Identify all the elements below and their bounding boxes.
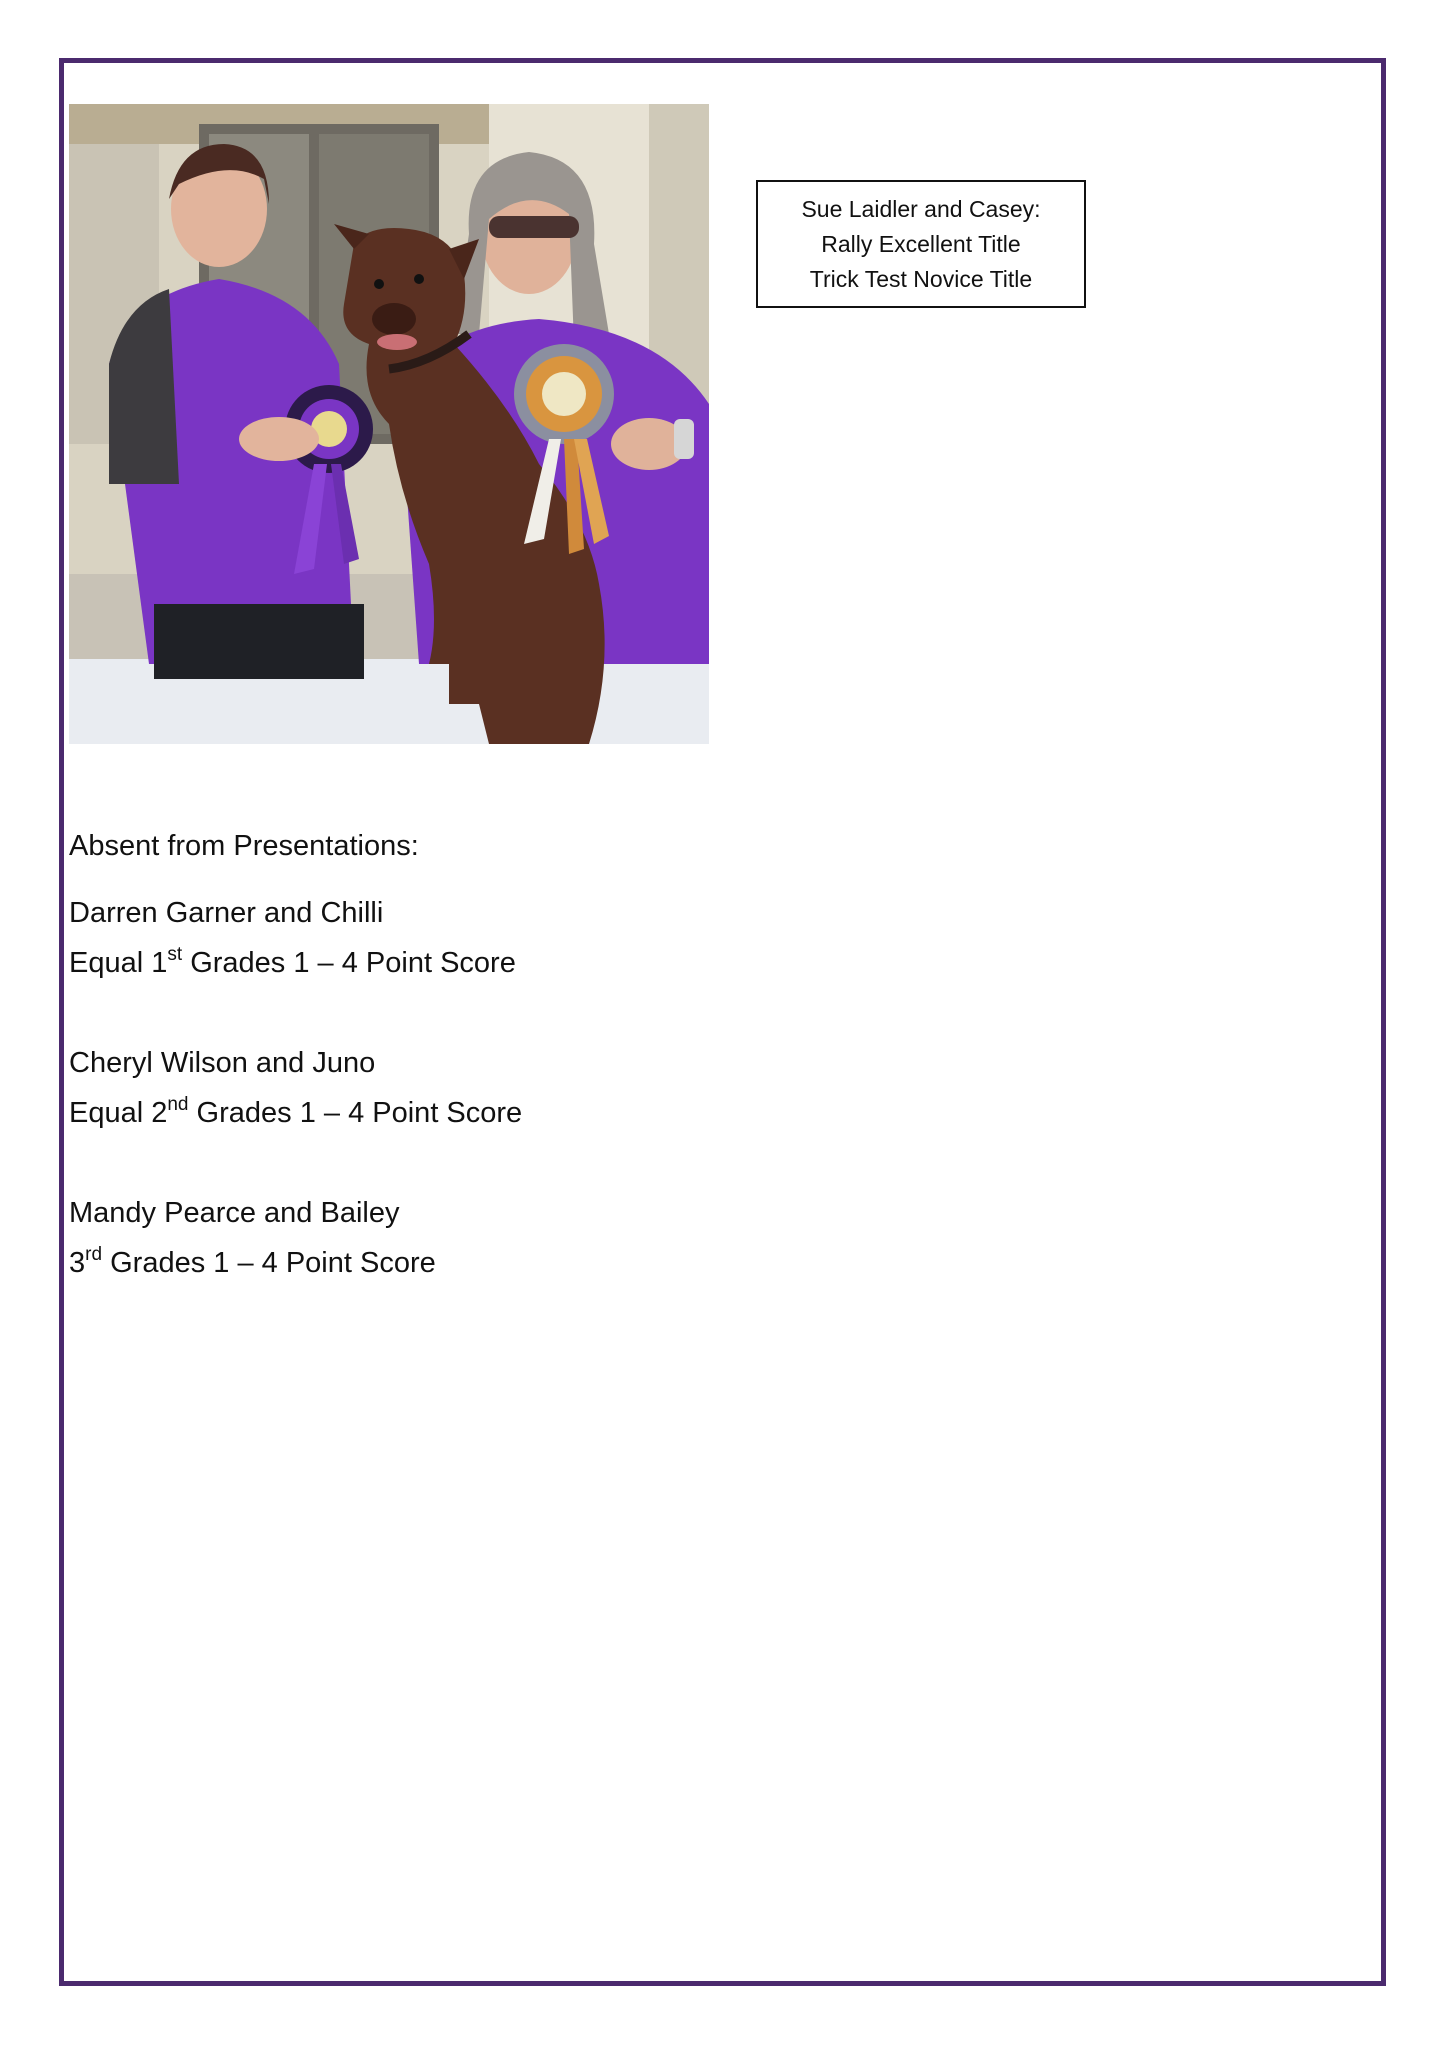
award-category: Grades 1 – 4 Point Score <box>182 947 516 979</box>
caption-line-1: Sue Laidler and Casey: <box>801 195 1041 222</box>
award-photo <box>69 104 709 744</box>
award-category: Grades 1 – 4 Point Score <box>102 1247 436 1279</box>
entry-name: Darren Garner and Chilli <box>69 897 384 929</box>
award-category: Grades 1 – 4 Point Score <box>188 1097 523 1129</box>
absent-heading: Absent from Presentations: <box>69 830 419 862</box>
entry-award <box>69 1088 969 1138</box>
absent-section <box>69 826 969 1338</box>
award-ordinal: st <box>167 944 183 965</box>
list-item <box>69 1188 969 1288</box>
entry-award <box>69 1238 969 1288</box>
entry-name: Cheryl Wilson and Juno <box>69 1047 376 1079</box>
entry-award <box>69 938 969 988</box>
caption-box <box>756 180 1086 308</box>
caption-line-3: Trick Test Novice Title <box>809 265 1033 292</box>
award-ordinal: nd <box>167 1094 189 1115</box>
award-place: Equal 2 <box>69 1097 168 1129</box>
caption-line-2: Rally Excellent Title <box>821 230 1021 257</box>
award-ordinal: rd <box>85 1244 103 1265</box>
award-place: Equal 1 <box>69 947 168 979</box>
list-item <box>69 888 969 988</box>
award-place: 3 <box>69 1247 86 1279</box>
entry-name: Mandy Pearce and Bailey <box>69 1197 400 1229</box>
photo-icon <box>69 104 709 744</box>
list-item <box>69 1038 969 1138</box>
